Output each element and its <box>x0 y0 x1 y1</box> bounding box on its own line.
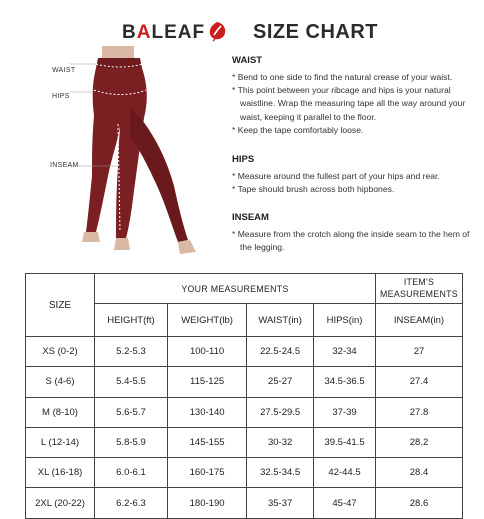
height-cell: 5.6-5.7 <box>95 397 168 427</box>
height-cell: 5.2-5.3 <box>95 337 168 367</box>
height-cell: 5.8-5.9 <box>95 427 168 457</box>
waist-instructions-title: WAIST <box>232 55 263 66</box>
inseam-cell: 27.4 <box>376 367 463 397</box>
waist-cell: 35-37 <box>247 488 314 518</box>
inseam-instructions <box>232 211 472 254</box>
hips-instructions-title: HIPS <box>232 154 255 165</box>
waist-cell: 30-32 <box>247 427 314 457</box>
height-cell: 6.0-6.1 <box>95 458 168 488</box>
leaf-logo-icon <box>207 20 227 42</box>
weight-cell: 160-175 <box>167 458 246 488</box>
brand-logo <box>122 22 227 44</box>
weight-cell: 130-140 <box>167 397 246 427</box>
size-cell: 2XL (20-22) <box>26 488 95 518</box>
inseam-label: INSEAM <box>50 162 79 169</box>
waist-cell: 32.5-34.5 <box>247 458 314 488</box>
waist-bullet-3: * Keep the tape comfortably loose. <box>232 124 364 135</box>
height-cell: 5.4-5.5 <box>95 367 168 397</box>
hips-column-header: HIPS(in) <box>314 304 376 337</box>
leggings-figure <box>70 46 212 258</box>
table-row <box>26 488 463 518</box>
hips-cell: 42-44.5 <box>314 458 376 488</box>
table-row <box>26 367 463 397</box>
waist-bullet-1: * Bend to one side to find the natural crease of your waist. <box>232 71 453 82</box>
items-measurements-header: ITEM'S MEASUREMENTS <box>376 274 463 304</box>
hips-bullet-2: * Tape should brush across both hipbones. <box>232 184 395 195</box>
weight-cell: 180-190 <box>167 488 246 518</box>
waist-cell: 25-27 <box>247 367 314 397</box>
hips-cell: 34.5-36.5 <box>314 367 376 397</box>
weight-cell: 115-125 <box>167 367 246 397</box>
waist-column-header: WAIST(in) <box>247 304 314 337</box>
hips-cell: 45-47 <box>314 488 376 518</box>
weight-column-header: WEIGHT(lb) <box>167 304 246 337</box>
hips-cell: 37-39 <box>314 397 376 427</box>
table-header-row-1 <box>26 274 463 304</box>
inseam-cell: 28.6 <box>376 488 463 518</box>
inseam-instructions-title: INSEAM <box>232 212 269 223</box>
waist-instructions <box>232 54 472 137</box>
waist-bullet-2: * This point between your ribcage and hips is your natural waistline. Wrap the measuring tape all the way around your waist, keeping it parallel to the floor. <box>232 85 466 122</box>
size-cell: XS (0-2) <box>26 337 95 367</box>
waist-label: WAIST <box>52 67 76 74</box>
table-row <box>26 337 463 367</box>
your-measurements-header: YOUR MEASUREMENTS <box>95 274 376 304</box>
size-cell: XL (16-18) <box>26 458 95 488</box>
table-row <box>26 458 463 488</box>
table-row <box>26 427 463 457</box>
inseam-cell: 28.2 <box>376 427 463 457</box>
page-title: SIZE CHART <box>253 21 378 43</box>
inseam-cell: 27 <box>376 337 463 367</box>
hips-cell: 39.5-41.5 <box>314 427 376 457</box>
hips-instructions <box>232 153 472 196</box>
size-table <box>25 273 463 519</box>
hips-bullet-1: * Measure around the fullest part of your hips and rear. <box>232 170 440 181</box>
weight-cell: 145-155 <box>167 427 246 457</box>
size-cell: L (12-14) <box>26 427 95 457</box>
size-column-header: SIZE <box>26 274 95 337</box>
height-column-header: HEIGHT(ft) <box>95 304 168 337</box>
table-row <box>26 397 463 427</box>
waist-cell: 27.5-29.5 <box>247 397 314 427</box>
inseam-bullet-1: * Measure from the crotch along the inside seam to the hem of the legging. <box>232 228 470 253</box>
inseam-cell: 27.8 <box>376 397 463 427</box>
height-cell: 6.2-6.3 <box>95 488 168 518</box>
inseam-column-header: INSEAM(in) <box>376 304 463 337</box>
inseam-cell: 28.4 <box>376 458 463 488</box>
size-cell: M (8-10) <box>26 397 95 427</box>
weight-cell: 100-110 <box>167 337 246 367</box>
size-cell: S (4-6) <box>26 367 95 397</box>
brand-name: BALEAF <box>122 22 206 43</box>
hips-cell: 32-34 <box>314 337 376 367</box>
hips-label: HIPS <box>52 93 70 100</box>
waist-cell: 22.5-24.5 <box>247 337 314 367</box>
